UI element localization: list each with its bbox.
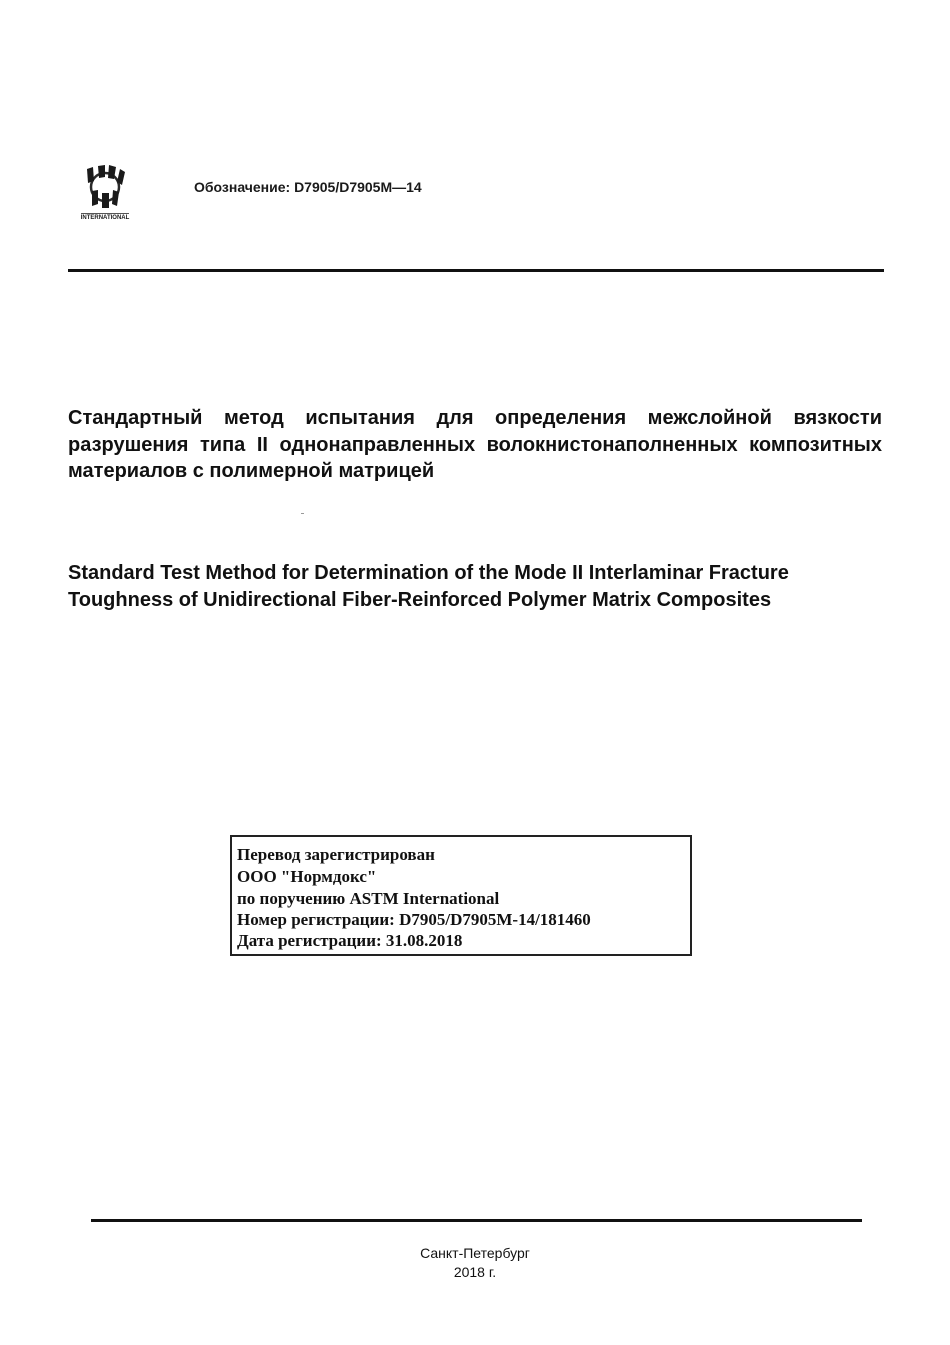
registration-date: Дата регистрации: 31.08.2018 xyxy=(237,931,463,950)
title-english: Standard Test Method for Determination of the Mode II Interlaminar Fracture Toughness of Unidirectional Fiber-Reinforced Polymer Matrix Composites xyxy=(68,562,789,611)
top-divider xyxy=(68,269,884,272)
astm-logo xyxy=(78,163,132,223)
footer-year: 2018 г. xyxy=(453,1264,497,1280)
footer-city: Санкт-Петербург xyxy=(420,1245,530,1261)
registration-box xyxy=(230,835,692,956)
registration-number: Номер регистрации: D7905/D7905M-14/181460 xyxy=(237,910,591,929)
bottom-divider xyxy=(91,1219,862,1222)
astm-logo-icon xyxy=(78,163,132,223)
logo-subtext: INTERNATIONAL xyxy=(80,215,130,221)
registration-line-translated: Перевод зарегистрирован xyxy=(237,845,435,864)
title-russian: Стандартный метод испытания для определения межслойной вязкости разрушения типа II однонаправленных волокнистонаполненных композитных материалов с полимерной матрицей xyxy=(68,407,882,482)
designation: Обозначение: D7905/D7905M—14 xyxy=(194,179,422,195)
stray-mark xyxy=(301,513,304,514)
registration-line-commission: по поручению ASTM International xyxy=(237,889,500,908)
registration-line-company: ООО "Нормдокс" xyxy=(237,867,377,886)
